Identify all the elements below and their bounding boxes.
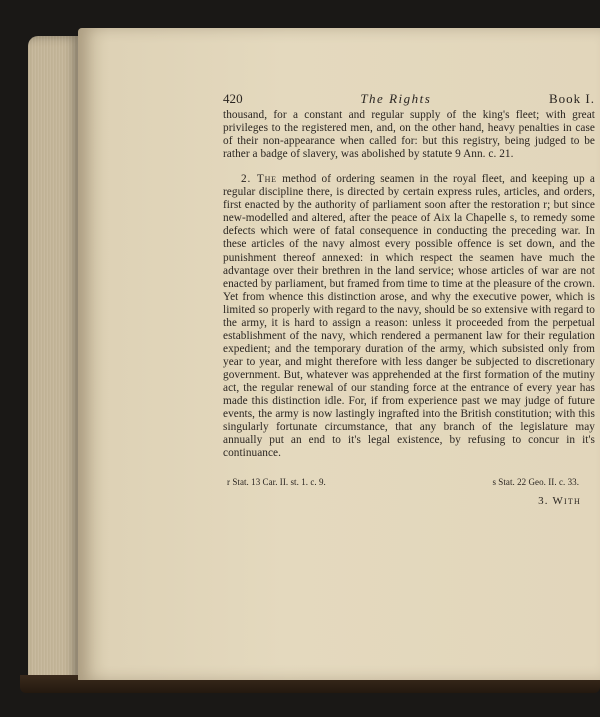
page-edges [28, 36, 80, 686]
paragraph-naval-discipline [223, 173, 595, 460]
footnote-r: r Stat. 13 Car. II. st. 1. c. 9. [227, 477, 326, 488]
book-label: Book I. [548, 91, 595, 106]
catchword: 3. With [538, 495, 581, 508]
book-page [78, 28, 600, 680]
paragraph-text: method of ordering seamen in the royal fleet, and keeping up a regular discipline there, is directed by certain express rules, articles, and orders, first enacted by the authority of parliament soon after the restoration r; but since new-modelled and altered, after the peace of Aix la Chapelle s, to remedy some defects which were of fatal consequence in conducting the preceding war. In these articles of the navy almost every possible offence is set down, and the punishment thereof annexed: in which respect the seamen have much the advantage over their brethren in the land service; whose articles of war are not enacted by parliament, but framed from time to time at the pleasure of the crown. Yet from whence this distinction arose, and why the executive power, which is limited so properly with regard to the navy, should be so extensive with regard to the army, it is hard to assign a reason: unless it proceeded from the perpetual establishment of the navy, which rendered a permanent law for their regulation expedient; and the temporary duration of the army, which subsisted only from year to year, and might therefore with less danger be subjected to discretionary government. But, whatever was apprehended at the first formation of the mutiny act, the regular renewal of our standing force at the entrance of every year has made this distinction idle. For, if from experience past we may judge of future events, the army is now lastingly ingrafted into the British constitution; with this singularly fortunate circumstance, that any branch of the legislature may annually put an end to it's legal existence, by refusing to concur in it's continuance. [223, 173, 595, 460]
paragraph-continuation [223, 109, 595, 161]
paragraph-text: thousand, for a constant and regular supply of the king's fleet; with great privileges to the registered men, and, on the other hand, heavy penalties in case of their non-appearance when called for: but this registry, being judged to be rather a badge of slavery, was abolished by statute 9 Ann. c. 21. [223, 109, 595, 161]
footnote-s: s Stat. 22 Geo. II. c. 33. [492, 477, 579, 488]
footnotes [223, 476, 595, 489]
paragraph-lead: 2. The [241, 173, 277, 186]
running-title: The Rights [360, 91, 432, 106]
running-head [223, 92, 595, 105]
page-content [223, 92, 595, 508]
page-number: 420 [223, 91, 243, 106]
book [20, 28, 600, 693]
